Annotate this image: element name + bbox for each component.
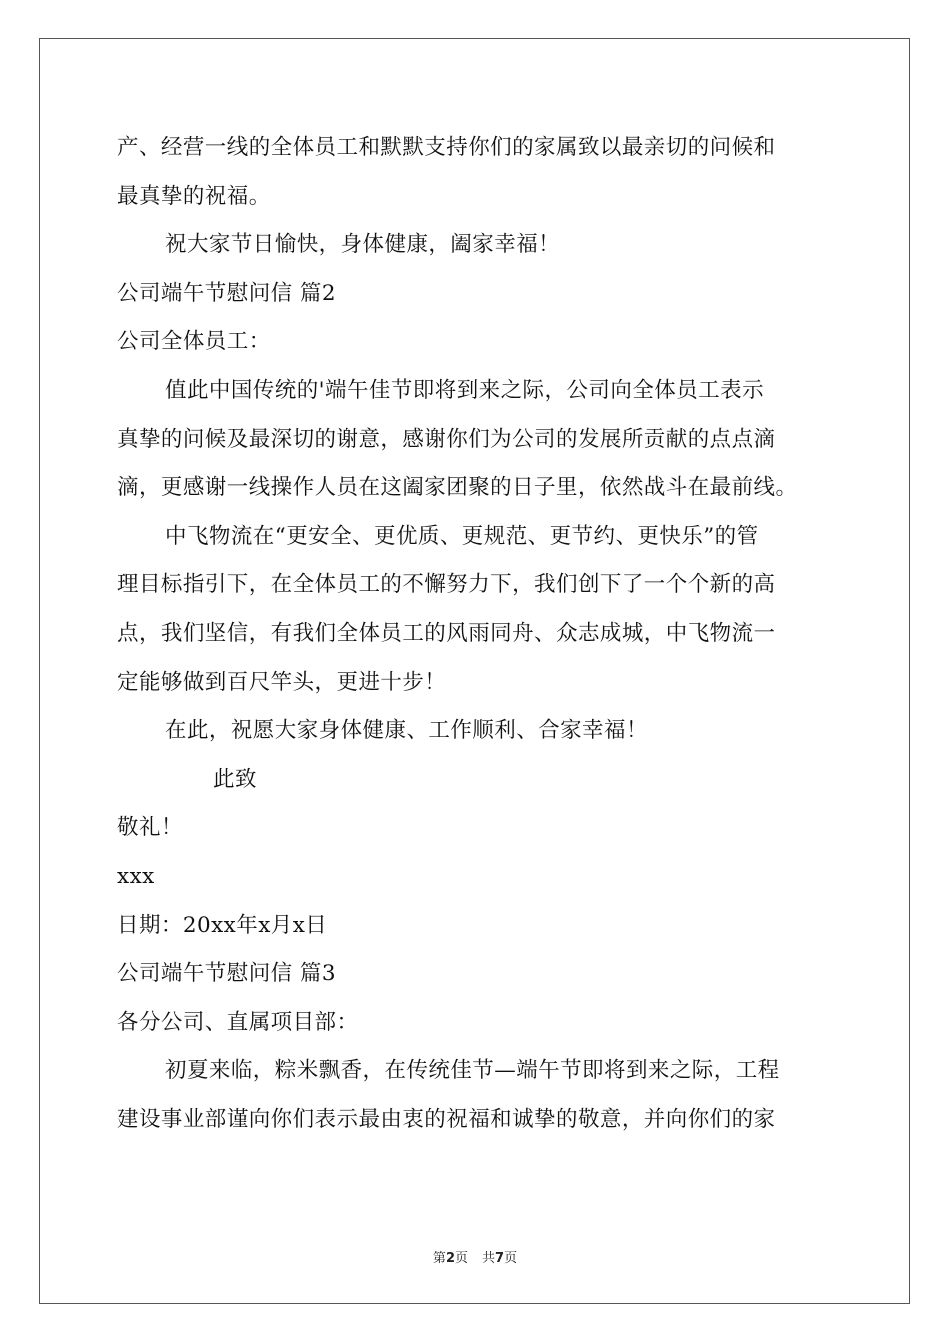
text-line: 在此，祝愿大家身体健康、工作顺利、合家幸福！ — [165, 718, 648, 744]
text-line: 定能够做到百尺竿头，更进十步！ — [117, 669, 447, 695]
text-line: 点，我们坚信，有我们全体员工的风雨同舟、众志成城，中飞物流一 — [117, 620, 776, 646]
page-suffix: 页 — [454, 1251, 468, 1266]
text-line: 理目标指引下，在全体员工的不懈努力下，我们创下了一个个新的高 — [117, 572, 776, 598]
section-heading: 公司端午节慰问信 篇2 — [117, 280, 336, 306]
date-line: 日期：20xx年x月x日 — [117, 912, 328, 938]
salutation: 各分公司、直属项目部： — [117, 1009, 359, 1035]
page-prefix: 第 — [432, 1251, 446, 1266]
text-line: 值此中国传统的'端午佳节即将到来之际，公司向全体员工表示 — [165, 377, 765, 403]
salutation: 公司全体员工： — [117, 329, 271, 355]
total-suffix: 页 — [504, 1251, 518, 1266]
text-line: 产、经营一线的全体员工和默默支持你们的家属致以最亲切的问候和 — [117, 135, 776, 160]
section-heading: 公司端午节慰问信 篇3 — [117, 961, 336, 987]
total-prefix: 共 — [482, 1251, 496, 1266]
text-line: 初夏来临，粽米飘香，在传统佳节—端午节即将到来之际，工程 — [165, 1058, 780, 1084]
page-footer — [0, 1247, 950, 1266]
text-line: 最真挚的祝福。 — [117, 183, 271, 209]
text-line: 祝大家节日愉快，身体健康，阖家幸福！ — [165, 232, 561, 258]
document-body — [117, 124, 837, 1144]
total-pages: 7 — [495, 1251, 505, 1266]
closing-regards: 敬礼！ — [117, 815, 183, 841]
text-line: 滴，更感谢一线操作人员在这阖家团聚的日子里，依然战斗在最前线。 — [117, 475, 798, 501]
text-line: 真挚的问候及最深切的谢意，感谢你们为公司的发展所贡献的点点滴 — [117, 426, 776, 452]
text-line: 建设事业部谨向你们表示最由衷的祝福和诚挚的敬意，并向你们的家 — [117, 1106, 776, 1132]
closing-phrase: 此致 — [213, 766, 257, 792]
text-line: 中飞物流在“更安全、更优质、更规范、更节约、更快乐”的管 — [165, 523, 759, 549]
page-number: 2 — [445, 1251, 455, 1266]
signature: xxx — [117, 863, 155, 889]
